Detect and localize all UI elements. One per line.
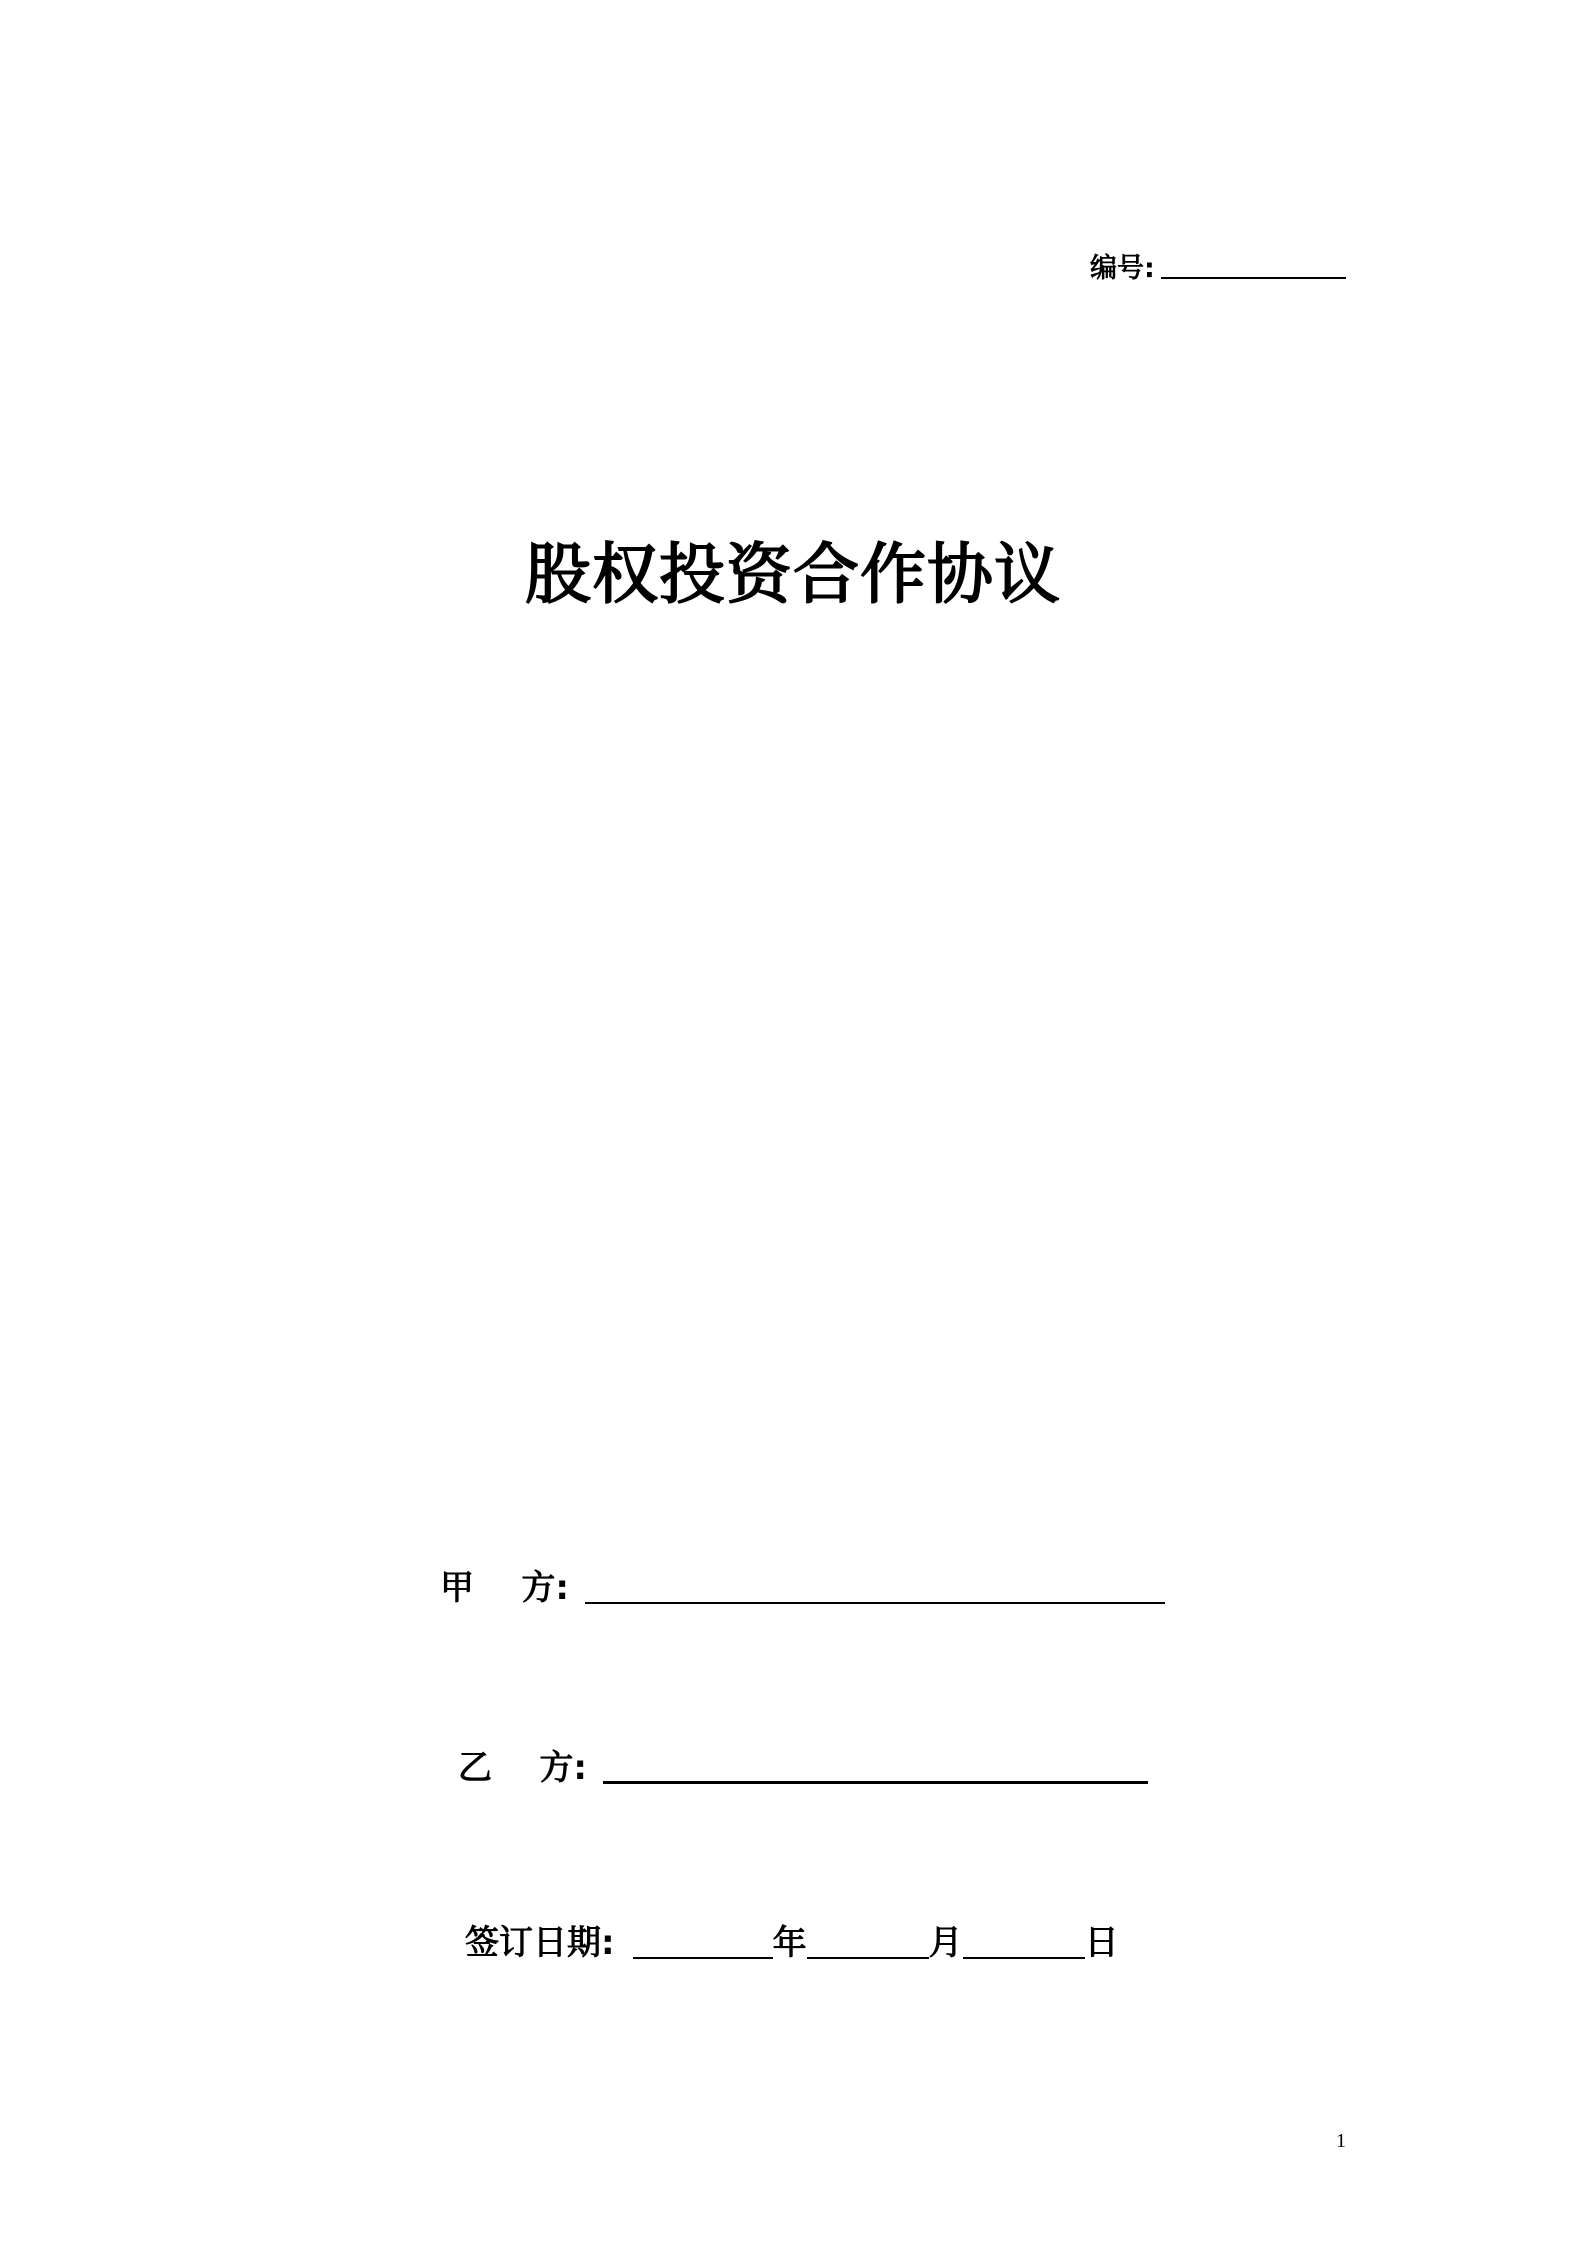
day-label: 日 [1084,1923,1119,1963]
document-title: 股权投资合作协议 [525,536,1061,613]
year-label: 年 [772,1923,807,1963]
party-a-label: 甲 方: [440,1568,569,1608]
day-blank-line[interactable] [963,1957,1085,1959]
signing-date-label: 签订日期: [465,1923,615,1963]
year-blank-line[interactable] [633,1957,773,1959]
month-label: 月 [928,1923,963,1963]
month-blank-line[interactable] [807,1957,929,1959]
party-b-field [458,1740,1148,1790]
document-number-field [1090,245,1346,285]
document-number-label: 编号: [1090,253,1155,284]
document-number-blank-line[interactable] [1161,277,1346,279]
signing-date-field [465,1915,1119,1965]
page-number: 1 [1336,2130,1346,2152]
party-a-field [440,1560,1165,1610]
party-b-blank-line[interactable] [603,1781,1148,1784]
party-b-label: 乙 方: [458,1748,587,1788]
party-a-blank-line[interactable] [585,1602,1165,1604]
